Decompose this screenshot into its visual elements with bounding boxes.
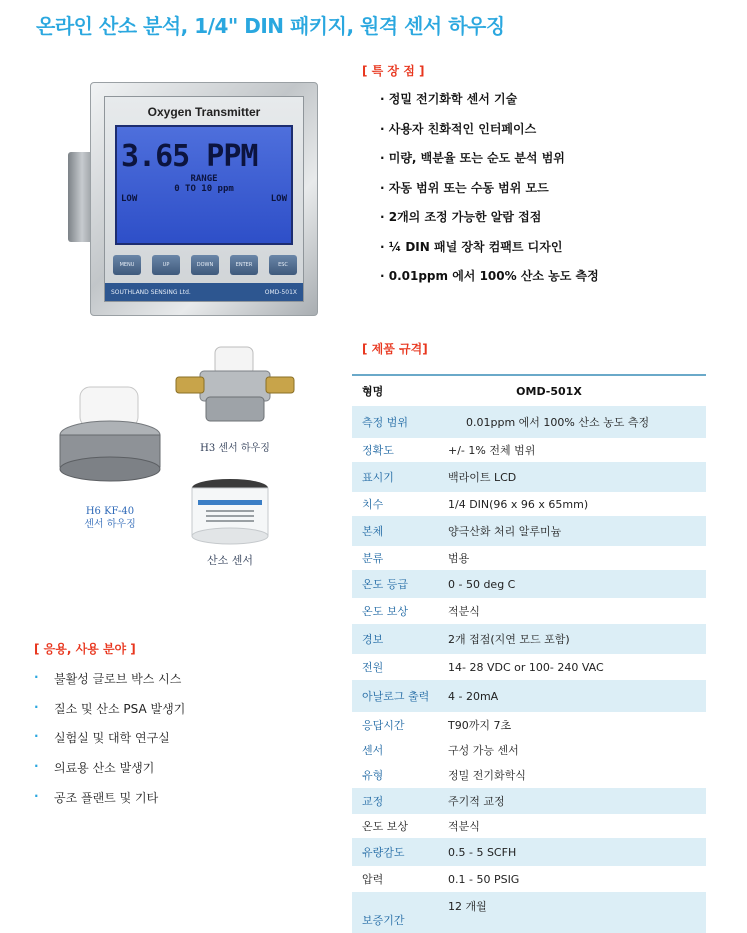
feature-item: · 0.01ppm 에서 100% 산소 농도 측정 (380, 269, 599, 283)
spec-header-label: 형명 (362, 385, 384, 398)
spec-value: 정밀 전기화학식 (448, 769, 526, 782)
application-text: 질소 및 산소 PSA 발생기 (54, 701, 186, 716)
spec-row (352, 462, 706, 492)
spec-label: 치수 (362, 498, 384, 511)
device-brand: SOUTHLAND SENSING Ltd. (111, 288, 191, 296)
spec-heading: [ 제품 규격] (362, 342, 428, 356)
device-buttons (113, 255, 297, 275)
h6-caption-model: H6 KF-40 (85, 506, 135, 517)
spec-row (352, 492, 706, 516)
spec-row (352, 712, 706, 738)
spec-label: 교정 (362, 795, 384, 808)
spec-label: 센서 (362, 744, 384, 757)
lcd-reading: 3.65 PPM (121, 139, 258, 174)
spec-label: 측정 범위 (362, 416, 409, 429)
feature-item: · 미량, 백분율 또는 순도 분석 범위 (380, 151, 565, 165)
applications-list (34, 670, 185, 818)
spec-label: 온도 보상 (362, 605, 409, 618)
spec-value: 0.5 - 5 SCFH (448, 845, 517, 859)
spec-value: 주기적 교정 (448, 795, 505, 808)
h6-caption-desc: 센서 하우징 (84, 519, 136, 530)
transmitter-image (60, 82, 318, 322)
application-item (34, 670, 185, 700)
spec-row (352, 406, 706, 438)
spec-label: 온도 보상 (362, 820, 409, 833)
spec-row (352, 624, 706, 654)
spec-label: 본체 (362, 525, 384, 538)
device-esc-button: ESC (269, 255, 297, 275)
application-text: 의료용 산소 발생기 (54, 761, 155, 776)
feature-item: · 자동 범위 또는 수동 범위 모드 (380, 180, 549, 195)
application-item (34, 700, 185, 730)
device-menu-button: MENU (113, 255, 141, 275)
lcd-low-right: LOW (270, 194, 287, 204)
feature-item: · ¼ DIN 패널 장착 컴팩트 디자인 (380, 239, 563, 254)
application-item (34, 759, 185, 789)
spec-value: 0 - 50 deg C (448, 577, 516, 591)
spec-label: 분류 (362, 552, 384, 565)
spec-row (352, 654, 706, 680)
device-down-button: DOWN (191, 255, 219, 275)
spec-value: 0.1 - 50 PSIG (448, 872, 520, 886)
spec-label: 전원 (362, 661, 384, 674)
spec-value: 1/4 DIN(96 x 96 x 65mm) (448, 497, 589, 511)
bullet: · (34, 699, 39, 714)
spec-row (352, 838, 706, 866)
spec-value: 14- 28 VDC or 100- 240 VAC (448, 660, 604, 674)
spec-label: 압력 (362, 873, 384, 886)
device-model: OMD-501X (264, 288, 297, 296)
spec-label: 정확도 (362, 444, 394, 457)
spec-value: 범용 (448, 552, 470, 565)
device-face (104, 96, 304, 302)
application-item (34, 729, 185, 759)
h6-housing-block (50, 385, 170, 535)
device-face-title: Oxygen Transmitter (147, 105, 261, 119)
page-title: 온라인 산소 분석, 1/4" DIN 패키지, 원격 센서 하우징 (36, 14, 505, 38)
bullet: · (34, 759, 39, 774)
spec-row (352, 570, 706, 598)
h3-housing-block (170, 345, 300, 455)
oxygen-cell-image (188, 478, 272, 546)
spec-header-value: OMD-501X (516, 384, 582, 398)
spec-value: 적분식 (448, 820, 480, 833)
oxygen-cell-caption: 산소 센서 (206, 554, 253, 567)
spec-label: 보증기간 (362, 914, 405, 927)
spec-label: 표시기 (362, 471, 394, 484)
spec-row (352, 438, 706, 462)
bullet: · (34, 788, 39, 803)
spec-row (352, 680, 706, 712)
feature-item: · 사용자 친화적인 인터페이스 (380, 121, 537, 136)
spec-label: 온도 등급 (362, 578, 409, 591)
application-text: 실험실 및 대학 연구실 (54, 731, 170, 746)
spec-row (352, 598, 706, 624)
lcd-range-label: RANGE (190, 174, 218, 184)
spec-label: 아날로그 출력 (362, 690, 430, 703)
lcd-low-left: LOW (121, 194, 138, 204)
feature-item: · 2개의 조정 가능한 알람 접점 (380, 210, 542, 224)
spec-row (352, 738, 706, 762)
spec-value: 0.01ppm 에서 100% 산소 농도 측정 (466, 416, 650, 429)
spec-value: 2개 접점(지연 모드 포함) (448, 633, 570, 646)
application-text: 불활성 글로브 박스 시스 (54, 672, 182, 686)
bullet: · (34, 670, 39, 684)
spec-value: 12 개월 (448, 900, 487, 913)
spec-label: 유형 (362, 769, 384, 782)
spec-value: 양극산화 처리 알루미늄 (448, 525, 562, 538)
applications-heading: [ 응용, 사용 분야 ] (34, 642, 136, 656)
spec-row (352, 814, 706, 838)
spec-value: T90까지 7초 (448, 719, 512, 732)
spec-row (352, 892, 706, 933)
oxygen-cell-block (188, 478, 272, 567)
spec-label: 경보 (362, 633, 384, 646)
device-enter-button: ENTER (230, 255, 258, 275)
device-up-button: UP (152, 255, 180, 275)
application-item (34, 789, 185, 819)
spec-header-row (352, 376, 706, 406)
spec-value: +/- 1% 전체 범위 (448, 444, 536, 457)
spec-value: 백라이트 LCD (448, 471, 517, 484)
features-heading: [ 특 장 점 ] (362, 64, 425, 78)
spec-row (352, 516, 706, 546)
spec-row (352, 762, 706, 788)
lcd-alarm-row (121, 194, 287, 204)
h3-housing-image (170, 345, 300, 425)
spec-row (352, 788, 706, 814)
spec-value: 구성 가능 센서 (448, 744, 519, 757)
spec-row (352, 866, 706, 892)
feature-item: · 정밀 전기화학 센서 기술 (380, 92, 518, 106)
spec-table (352, 374, 706, 933)
device-brand-strip (105, 283, 303, 301)
bullet: · (34, 729, 39, 744)
spec-label: 유량감도 (362, 846, 405, 859)
lcd-range-value: 0 TO 10 ppm (174, 184, 234, 194)
features-list (380, 90, 599, 297)
lcd-display (115, 125, 293, 245)
spec-value: 적분식 (448, 605, 480, 618)
h6-housing-image (50, 385, 170, 485)
h3-caption: H3 센서 하우징 (200, 443, 270, 454)
spec-label: 응답시간 (362, 719, 405, 732)
application-text: 공조 플랜트 및 기타 (54, 790, 159, 805)
spec-value: 4 - 20mA (448, 689, 499, 703)
spec-row (352, 546, 706, 570)
